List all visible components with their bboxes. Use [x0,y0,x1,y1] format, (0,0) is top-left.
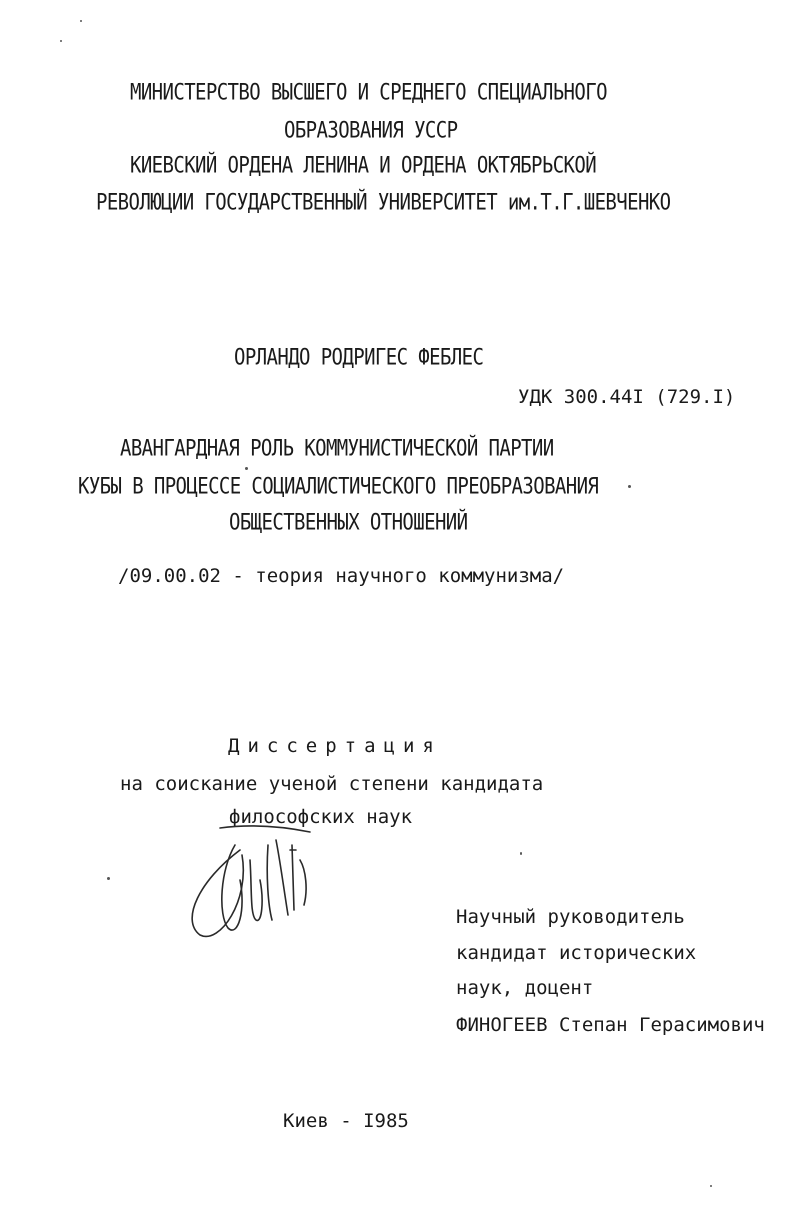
title-line-2: КУБЫ В ПРОЦЕССЕ СОЦИАЛИСТИЧЕСКОГО ПРЕОБРАЗОВАНИЯ [78,474,599,500]
dissertation-degree-line-2: философских наук [229,806,413,828]
title-line-3: ОБЩЕСТВЕННЫХ ОТНОШЕНИЙ [229,510,468,536]
handwritten-signature [180,820,330,950]
scan-speck [520,852,522,855]
ministry-line-2: ОБРАЗОВАНИЯ УССР [284,118,458,144]
supervisor-title: Научный руководитель [456,906,685,928]
supervisor-name: ФИНОГЕЕВ Степан Герасимович [456,1014,765,1036]
author-name: ОРЛАНДО РОДРИГЕС ФЕБЛЕС [234,345,484,371]
scan-speck [60,40,62,42]
city-year: Киев - I985 [283,1110,409,1132]
ministry-line-1: МИНИСТЕРСТВО ВЫСШЕГО И СРЕДНЕГО СПЕЦИАЛЬНОГО [130,80,607,106]
university-line-1: КИЕВСКИЙ ОРДЕНА ЛЕНИНА И ОРДЕНА ОКТЯБРЬСКОЙ [130,153,597,179]
supervisor-rank: наук, доцент [456,977,594,999]
udk-code: УДК 300.44I (729.I) [518,386,736,408]
scan-speck [80,20,82,22]
university-line-2: РЕВОЛЮЦИИ ГОСУДАРСТВЕННЫЙ УНИВЕРСИТЕТ им.Т.Г.ШЕВЧЕНКО [96,190,671,216]
specialty-code: /09.00.02 - теория научного коммунизма/ [118,565,565,587]
supervisor-degree: кандидат исторических [456,942,697,964]
dissertation-label: Диссертация [228,735,442,757]
scan-speck [245,467,248,470]
title-line-1: АВАНГАРДНАЯ РОЛЬ КОММУНИСТИЧЕСКОЙ ПАРТИИ [120,436,554,462]
scan-speck [107,877,110,880]
scan-speck [628,485,631,488]
dissertation-degree-line-1: на соискание ученой степени кандидата [120,773,544,795]
scan-speck [710,1185,712,1187]
